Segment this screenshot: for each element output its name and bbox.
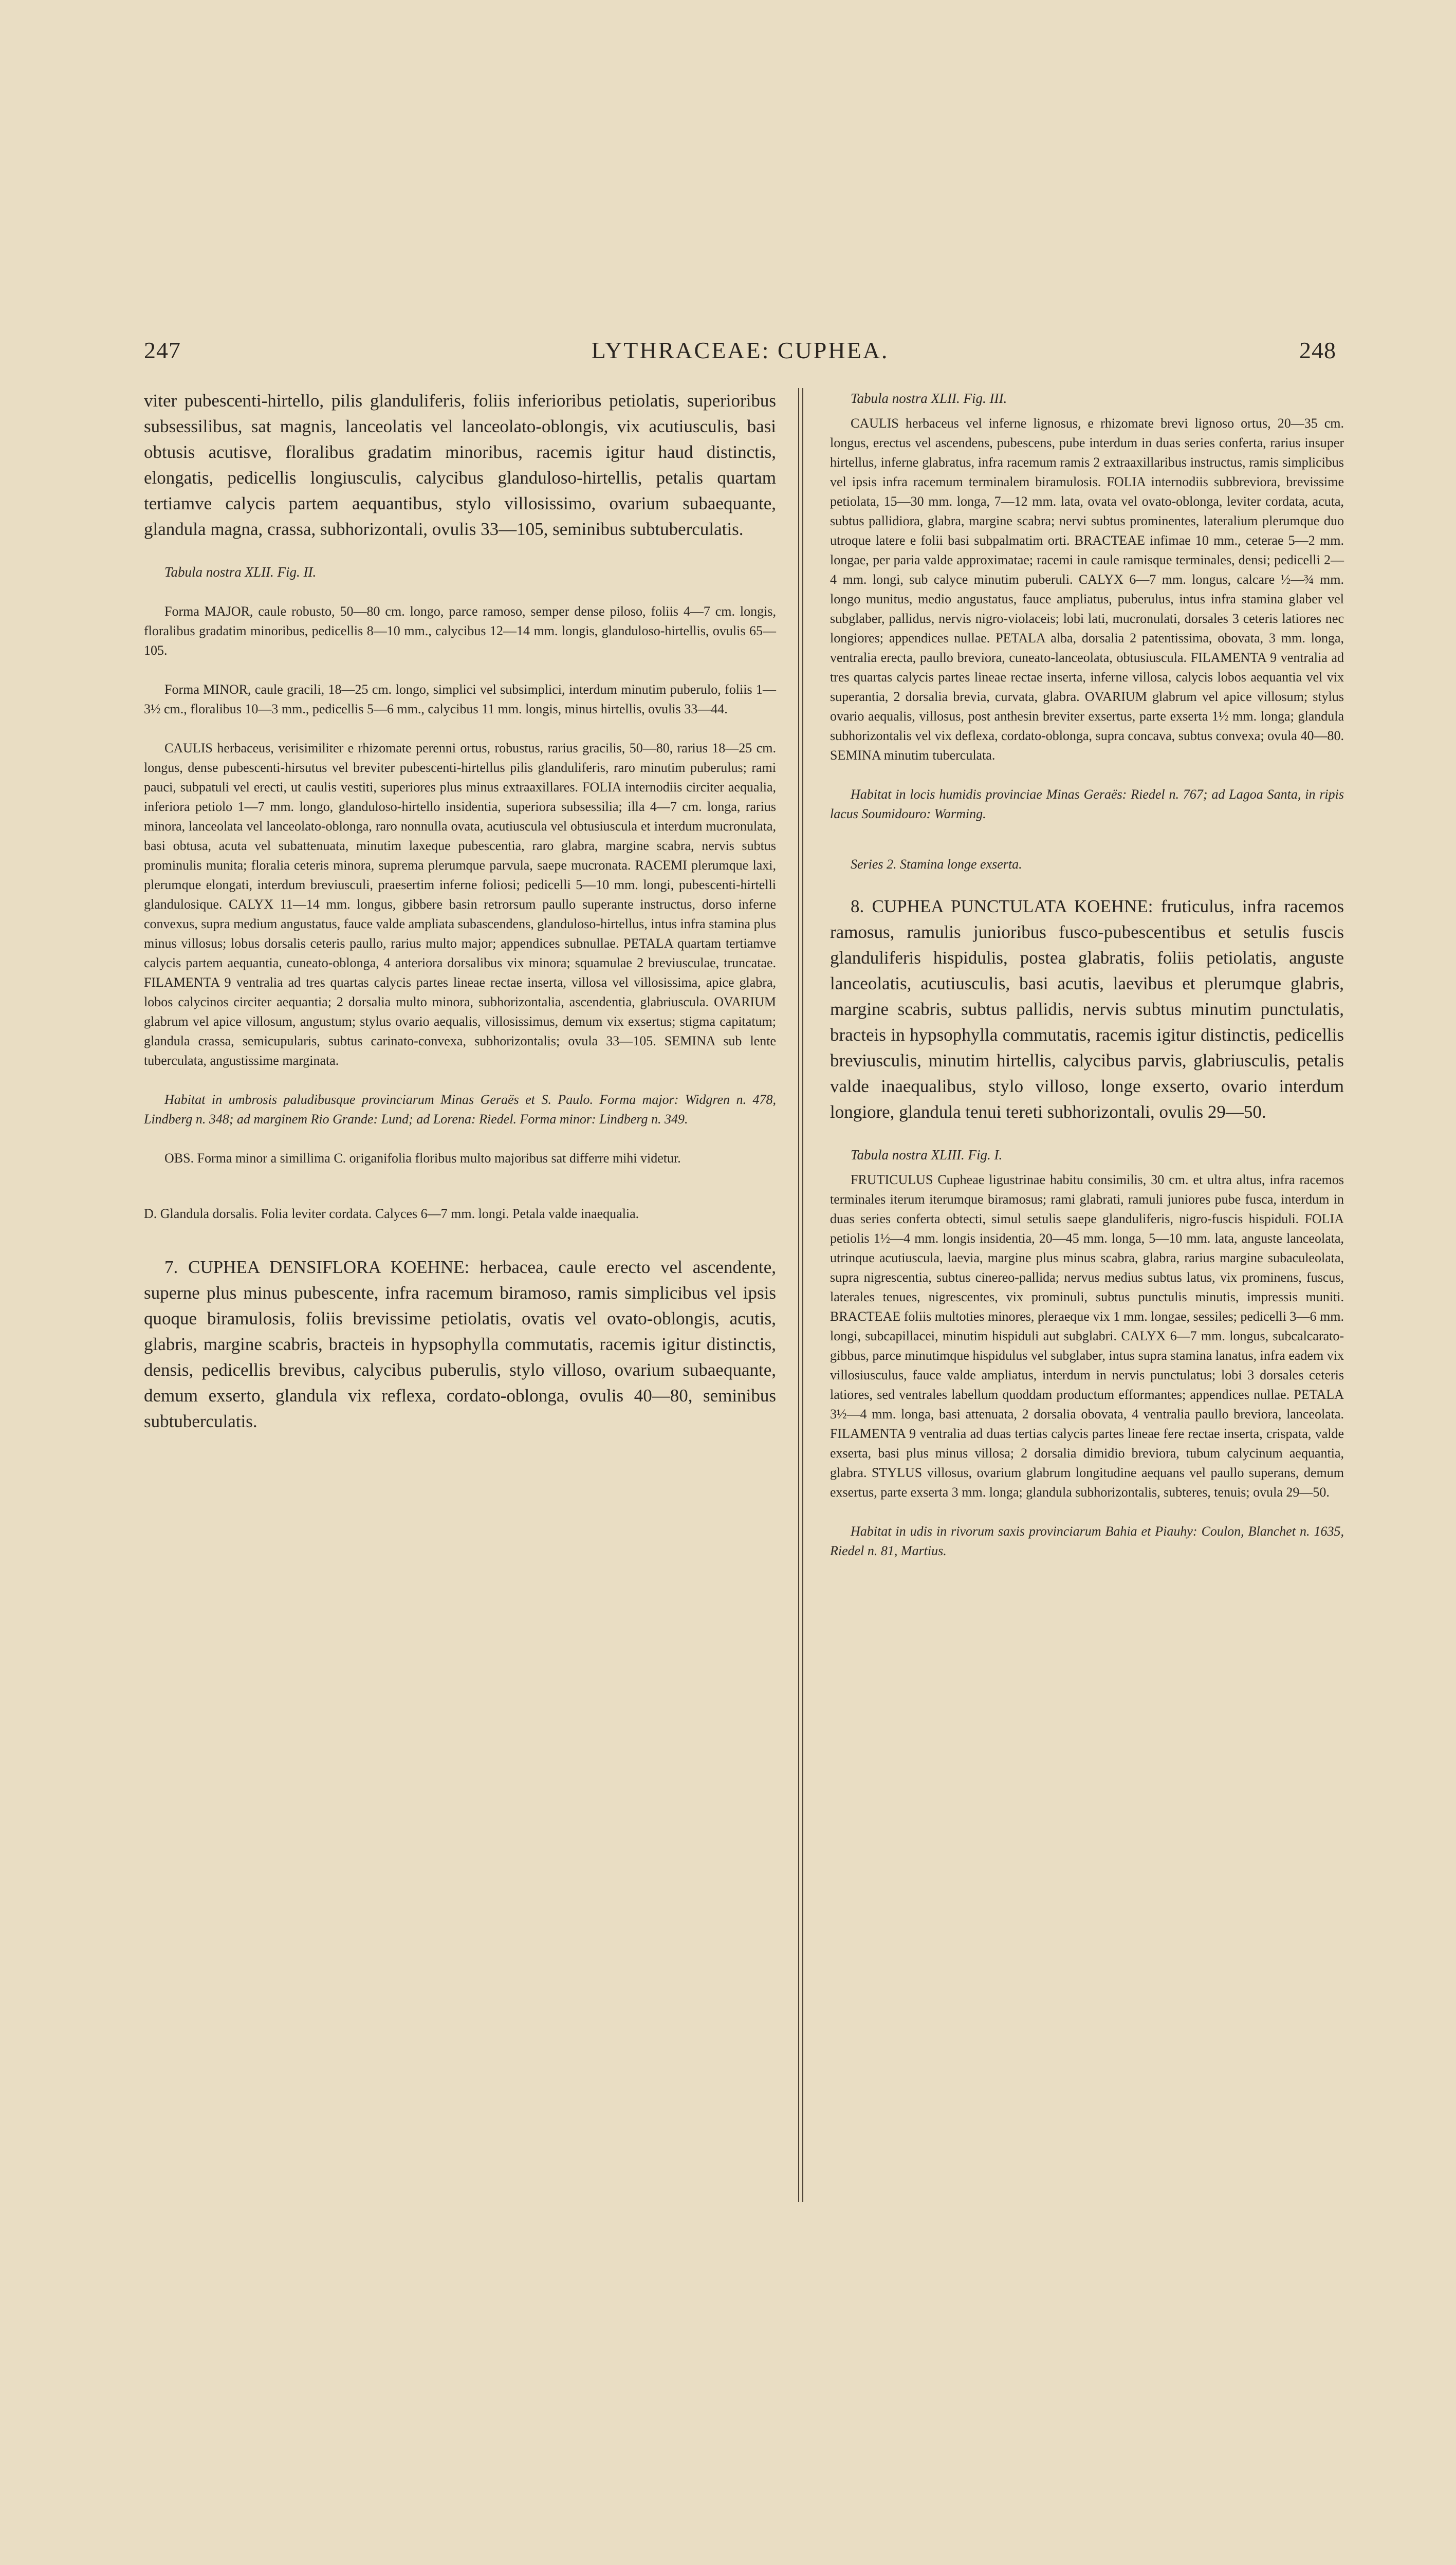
forma-major-paragraph: Forma MAJOR, caule robusto, 50—80 cm. longo, parce ramoso, semper dense piloso, foliis 4—7 cm. longis, floralibus gradatim minoribus, pedicellis 8—10 mm., calycibus 12—14 mm. longis, glanduloso-hirtellis, ovulis 65—105. [144, 604, 776, 658]
observation-paragraph: OBS. Forma minor a simillima C. origanifolia floribus multo majoribus sat differre mihi videtur. [164, 1151, 681, 1166]
column-divider [798, 388, 803, 2202]
page-number-right: 248 [1299, 337, 1336, 363]
left-column [144, 388, 776, 1434]
plate-reference: Tabula nostra XLII. Fig. III. [851, 391, 1007, 406]
right-column [830, 388, 1344, 1561]
diagnosis-paragraph: viter pubescenti-hirtello, pilis glanduliferis, foliis inferioribus petiolatis, superioribus subsessilibus, sat magnis, lanceolatis vel lanceolato-oblongis, vix acutiusculis, basi obtusis acutisve, floralibus gradatim minoribus, racemis igitur haud distinctis, elongatis, pedicellis longiusculis, calycibus glanduloso-hirtellis, petalis quartam tertiamve calycis partem aequantibus, stylo villosissimo, ovarium subaequante, glandula magna, crassa, subhorizontali, ovulis 33—105, seminibus subtuberculatis. [144, 391, 776, 539]
species-8-diagnosis: 8. CUPHEA PUNCTULATA KOEHNE: fruticulus, infra racemos ramosus, ramulis junioribus fusco-pubescentibus et setulis fuscis glanduliferis hispidulis, postea glabratis, foliis petiolatis, anguste lanceolatis, acutiusculis, basi acutis, laevibus et plerumque glabris, margine scabris, subtus pallidis, nervis subtus minutim punctulatis, bracteis in hypsophylla commutatis, racemis igitur distinctis, pedicellis breviusculis, minutim hirtellis, calycibus parvis, glabriusculis, petalis valde inaequalibus, stylo villoso, longe exserto, ovario interdum longiore, glandula tenui tereti subhorizontali, ovulis 29—50. [830, 896, 1344, 1122]
page-header [144, 337, 1336, 378]
page-number-left: 247 [144, 337, 181, 363]
running-title: LYTHRACEAE: CUPHEA. [591, 337, 889, 363]
habitat-paragraph: Habitat in locis humidis provinciae Minas Geraës: Riedel n. 767; ad Lagoa Santa, in ripis lacus Soumidouro: Warming. [830, 787, 1344, 821]
series-heading: Series 2. Stamina longe exserta. [851, 857, 1022, 872]
key-section-d: D. Glandula dorsalis. Folia leviter cordata. Calyces 6—7 mm. longi. Petala valde inaequalia. [144, 1206, 639, 1221]
species-7-diagnosis: 7. CUPHEA DENSIFLORA KOEHNE: herbacea, caule erecto vel ascendente, superne plus minus pubescente, infra racemum biramoso, ramis simplicibus vel ipsis quoque biramulosis, foliis brevissime petiolatis, ovatis vel ovato-oblongis, acutis, glabris, margine scabris, bracteis in hypsophylla commutatis, racemis igitur distinctis, densis, pedicellis brevibus, calycibus puberulis, stylo villoso, ovarium subaequante, demum exserto, glandula vix reflexa, cordato-oblonga, ovulis 40—80, seminibus subtuberculatis. [144, 1257, 776, 1431]
forma-minor-paragraph: Forma MINOR, caule gracili, 18—25 cm. longo, simplici vel subsimplici, interdum minutim puberulo, foliis 1—3½ cm., floralibus 10—3 mm., pedicellis 5—6 mm., calycibus 11 mm. longis, minus hirtellis, ovulis 33—44. [144, 682, 776, 716]
plate-reference: Tabula nostra XLII. Fig. II. [164, 564, 317, 580]
habitat-paragraph-2: Habitat in udis in rivorum saxis provinciarum Bahia et Piauhy: Coulon, Blanchet n. 1635, Riedel n. 81, Martius. [830, 1524, 1344, 1558]
description-paragraph: CAULIS herbaceus vel inferne lignosus, e rhizomate brevi lignoso ortus, 20—35 cm. longus, erectus vel ascendens, pubescens, pube interdum in duas series conferta, rarius insuper hirtellus, inferne glabratus, infra racemum ramis 2 extraaxillaribus instructus, ramis simplicibus vel ipsis infra racemum terminalem biramulosis. FOLIA internodiis subbreviora, brevissime petiolata, 15—30 mm. longa, 7—12 mm. lata, ovata vel ovato-oblonga, leviter cordata, acuta, subtus pallidiora, glabra, margine scabra; nervi subtus prominentes, lateralium plerumque duo utroque latere e folii basi subpalmatim orti. BRACTEAE infimae 10 mm., ceterae 5—2 mm. longae, per paria valde approximatae; racemi in caule ramisque terminales, densi; pedicelli 2—4 mm. longi, sub calyce minutim puberuli. CALYX 6—7 mm. longus, calcare ½—¾ mm. longo munitus, medio angustatus, fauce ampliatus, puberulus, intus infra stamina glaber vel subglaber, pallidus, nervis nigro-violaceis; lobi lati, mucronulati, dorsales 3 ceteris latiores nec longiores; appendices nullae. PETALA alba, dorsalia 2 patentissima, obovata, 3 mm. longa, ventralia erecta, paullo breviora, cuneato-lanceolata, obtusiuscula. FILAMENTA 9 ventralia ad tres quartas calycis partes lineae rectae inserta, inferne villosa, calycis lobos aequantia vel vix superantia, 2 dorsalia brevia, curvata, glabra. OVARIUM glabrum vel apice villosum; stylus ovario aequalis, villosus, post anthesin breviter exsertus, parte exserta 1½ mm. longa; glandula subhorizontalis vel vix deflexa, cordato-oblonga, supra concava, subtus convexa; ovula 40—80. SEMINA minutim tuberculata. [830, 416, 1344, 763]
description-paragraph-2: FRUTICULUS Cupheae ligustrinae habitu consimilis, 30 cm. et ultra altus, infra racemos terminales iterum iterumque biramosus; rami glabrati, ramuli juniores pube fusca, interdum in duas series conferta obtecti, simul setulis saepe glanduliferis, nigro-fuscis hispiduli. FOLIA petiolis 1½—4 mm. longis insidentia, 20—45 mm. longa, 5—10 mm. lata, anguste lanceolata, utrinque acutiuscula, laevia, margine plus minus scabra, glabra, rarius margine subaculeolata, supra nigrescentia, subtus cinereo-pallida; nervus medius subtus latus, vix prominens, fuscus, laterales tenues, nigrescentes, vix prominuli, subtus punctulis minutis, impressis muniti. BRACTEAE foliis multoties minores, pleraeque vix 1 mm. longae, sessiles; pedicelli 3—6 mm. longi, subcapillacei, minutim hispiduli aut subglabri. CALYX 6—7 mm. longus, subcalcarato-gibbus, parce minutimque hispidulus vel subglaber, intus supra stamina lanatus, infra eadem vix villosiusculus, fauce valde ampliatus, interdum in nervis punctulatus; lobi 3 dorsales ceteris latiores, sed ventrales labellum quoddam productum efformantes; appendices nullae. PETALA 3½—4 mm. longa, basi attenuata, 2 dorsalia obovata, 4 ventralia paullo breviora, lanceolata. FILAMENTA 9 ventralia ad duas tertias calycis partes lineae fere rectae inserta, crispata, valde exserta, basi plus minus villosa; 2 dorsalia dimidio breviora, tubum calycinum aequantia, glabra. STYLUS villosus, ovarium glabrum longitudine aequans vel paullo superans, demum exsertus, parte exserta 3 mm. longa; glandula subhorizontalis, subteres, tenuis; ovula 29—50. [830, 1172, 1344, 1500]
plate-reference-2: Tabula nostra XLIII. Fig. I. [851, 1147, 1003, 1162]
description-paragraph: CAULIS herbaceus, verisimiliter e rhizomate perenni ortus, robustus, rarius gracilis, 50—80, rarius 18—25 cm. longus, dense pubescenti-hirsutus vel breviter pubescenti-hirtellus pilis glanduliferis, raro minutim puberulus; rami pauci, subpatuli vel erecti, ut caulis vestiti, superiores plus minus extraaxillares. FOLIA internodiis circiter aequalia, inferiora petiolo 1—7 mm. longo, glanduloso-hirtello insidentia, superiora subsessilia; illa 4—7 cm. longa, rarius minora, lanceolata vel lanceolato-oblonga, raro nonnulla ovata, acutiuscula vel obtusiuscula et interdum mucronulata, basi obtusa, acuta vel subattenuata, minutim laxeque pubescentia, raro glabra, margine scabra, nervis subtus prominulis munita; floralia ceteris minora, suprema plerumque parvula, saepe mucronata. RACEMI plerumque laxi, plerumque elongati, interdum breviusculi, praesertim inferne foliosi; pedicelli 5—10 mm. longi, pubescenti-hirtelli glandulosique. CALYX 11—14 mm. longus, gibbere basin retrorsum paullo superante instructus, dorso inferne convexus, supra medium angustatus, fauce valde ampliata subascendens, glanduloso-hirtellus, intus infra stamina plus minus villosus; lobus dorsalis ceteris paullo, rarius multo major; appendices subnullae. PETALA quartam tertiamve calycis partem aequantia, cuneato-oblonga, 4 anteriora dorsalibus vix minora; squamulae 2 breviusculae, truncatae. FILAMENTA 9 ventralia ad tres quartas calycis partes lineae rectae inserta, villosa vel villosissima, apice glabra, lobos calycinos circiter aequantia; 2 dorsalia multo minora, subhorizontalia, ascendentia, glabriuscula. OVARIUM glabrum vel apice villosum, angustum; stylus ovario aequalis, villosissimus, demum vix exsertus; stigma capitatum; glandula crassa, semicupularis, subtus carinato-convexa, subhorizontalis; ovula 33—105. SEMINA sub lente tuberculata, angustissime marginata. [144, 741, 776, 1068]
habitat-paragraph: Habitat in umbrosis paludibusque provinciarum Minas Geraës et S. Paulo. Forma major: Widgren n. 478, Lindberg n. 348; ad marginem Rio Grande: Lund; ad Lorena: Riedel. Forma minor: Lindberg n. 349. [144, 1092, 776, 1127]
